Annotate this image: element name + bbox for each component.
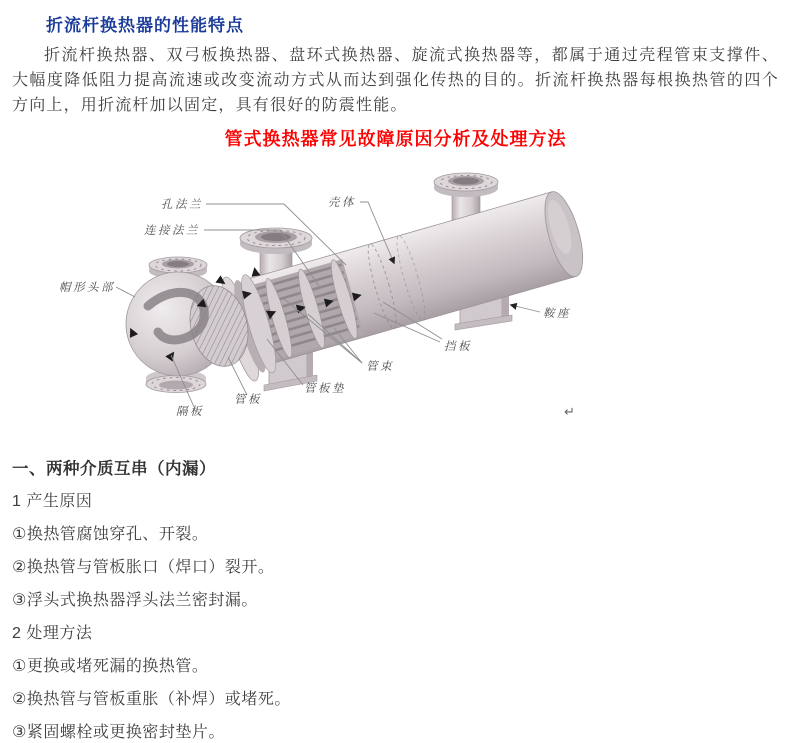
section-line: ③紧固螺栓或更换密封垫片。	[12, 724, 225, 741]
label-connection-flange: 连接法兰	[144, 225, 200, 237]
section-line: ②换热管与管板胀口（焊口）裂开。	[12, 559, 275, 576]
label-cap-head: 帽形头部	[59, 282, 115, 294]
label-tube-sheet-gasket: 管板垫	[304, 383, 346, 395]
label-saddle: 鞍座	[543, 308, 571, 320]
label-baffle: 挡板	[444, 341, 472, 353]
label-tube-sheet: 管板	[234, 394, 262, 406]
section-line: 1 产生原因	[12, 493, 93, 510]
section-title: 一、两种介质互串（内漏）	[12, 460, 216, 478]
section-line: ①换热管腐蚀穿孔、开裂。	[12, 526, 209, 543]
article-heading-blue: 折流杆换热器的性能特点	[46, 16, 244, 35]
label-shell: 壳体	[328, 197, 356, 209]
label-partition: 隔板	[176, 406, 204, 418]
section-line: ①更换或堵死漏的换热管。	[12, 658, 209, 675]
shell-body	[215, 180, 594, 384]
article-paragraph: 折流杆换热器、双弓板换热器、盘环式换热器、旋流式换热器等，都属于通过壳程管束支撑件、大幅度降低阻力提高流速或改变流动方式从而达到强化传热的目的。折流杆换热器每根换热管的四个方向上，用折流杆加以固定，具有很好的防震性能。	[12, 47, 779, 114]
section-line: ③浮头式换热器浮头法兰密封漏。	[12, 592, 258, 609]
leader-cap-head	[116, 287, 135, 297]
heat-exchanger-diagram	[56, 166, 616, 438]
label-tube-bundle: 管束	[366, 361, 394, 373]
section-line: 2 处理方法	[12, 625, 93, 642]
heat-exchanger-figure	[56, 166, 616, 438]
section-line: ②换热管与管板重胀（补焊）或堵死。	[12, 691, 291, 708]
paragraph-return-mark: ↵	[564, 404, 575, 419]
label-nozzle-flange: 孔法兰	[161, 199, 203, 211]
article-heading-red: 管式换热器常见故障原因分析及处理方法	[224, 129, 567, 149]
leader-saddle	[511, 305, 540, 312]
